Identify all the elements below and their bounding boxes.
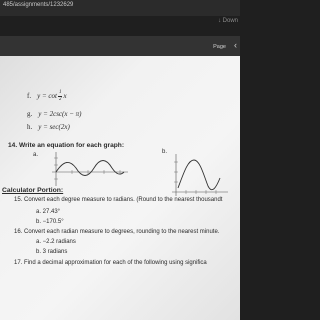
tick-marks — [54, 158, 120, 179]
curve-a — [56, 161, 124, 176]
fraction: $\frac{1}{2}$ — [58, 90, 62, 102]
part-a-label: a. — [33, 152, 39, 158]
item-h: h. y = sec(2x) — [27, 123, 70, 131]
question-15-b: b. −170.5° — [36, 219, 64, 225]
question-17-label: 17. Find a decimal approximation for each of the following using significa — [14, 260, 207, 266]
chevron-left-icon[interactable]: ‹ — [234, 40, 237, 50]
question-16-a: a. −2.2 radians — [36, 239, 76, 245]
part-b-label: b. — [162, 149, 168, 155]
address-bar[interactable] — [0, 0, 240, 16]
calculator-portion-header: Calculator Portion: — [2, 187, 64, 194]
question-16-label: 16. Convert each radian measure to degrees, rounding to the nearest minute. — [14, 229, 220, 235]
item-g: g. y = 2csc(x − π) — [27, 110, 82, 118]
curve-b — [178, 160, 220, 190]
question-15-label: 15. Convert each degree measure to radians. (Round to the nearest thousandt — [14, 197, 223, 203]
pdf-viewer-toolbar — [0, 36, 240, 56]
graph-a — [50, 150, 130, 188]
download-link[interactable]: ↓ Down — [217, 18, 238, 24]
question-16-b: b. 3 radians — [36, 249, 68, 255]
graph-b — [168, 152, 230, 200]
address-text: 485/assignments/1232629 — [3, 2, 74, 8]
item-f: f. y = cot $\frac{1}{2}$ x — [27, 90, 67, 102]
question-14-label: 14. Write an equation for each graph: — [8, 142, 125, 149]
page-label: Page — [213, 44, 226, 50]
question-15-a: a. 27.43° — [36, 209, 61, 215]
